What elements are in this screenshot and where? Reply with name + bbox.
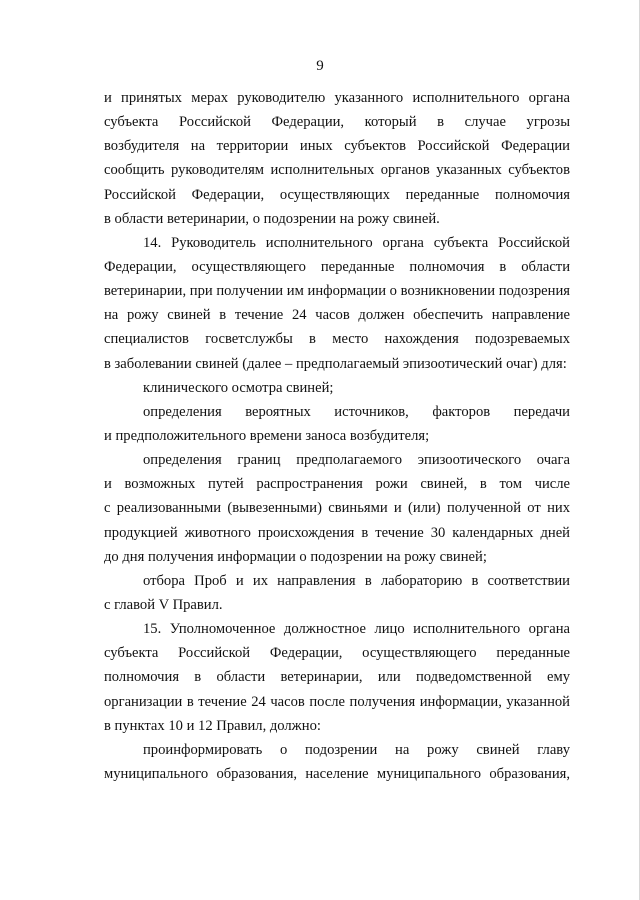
text-line: ветеринарии, при получении им информации о возникновении подозрения xyxy=(104,283,570,300)
text-line: Российской Федерации, осуществляющих переданные полномочия xyxy=(104,186,570,203)
text-line: продукцией животного происхождения в течение 30 календарных дней xyxy=(104,524,570,541)
text-line: возбудителя на территории иных субъектов Российской Федерации xyxy=(104,138,570,155)
text-line: в заболевании свиней (далее – предполагаемый эпизоотический очаг) для: xyxy=(104,355,567,372)
text-line: субъекта Российской Федерации, который в случае угрозы xyxy=(104,114,570,131)
text-line: на рожу свиней в течение 24 часов должен обеспечить направление xyxy=(104,307,570,324)
text-line: муниципального образования, население муниципального образования, xyxy=(104,765,570,782)
document-body xyxy=(104,86,570,786)
text-line: и предположительного времени заноса возбудителя; xyxy=(104,427,430,444)
list-item: клинического осмотра свиней; xyxy=(143,379,334,396)
list-item: определения вероятных источников, факторов передачи xyxy=(143,403,570,420)
text-line: специалистов госветслужбы в место нахождения подозреваемых xyxy=(104,331,570,348)
text-line: в пунктах 10 и 12 Правил, должно: xyxy=(104,717,321,734)
text-line: и принятых мерах руководителю указанного исполнительного органа xyxy=(104,90,570,106)
text-line: Федерации, осуществляющего переданные полномочия в области xyxy=(104,258,570,275)
text-line: и возможных путей распространения рожи свиней, в том числе xyxy=(104,476,570,493)
text-line: полномочия в области ветеринарии, или подведомственной ему xyxy=(104,669,570,686)
text-line: до дня получения информации о подозрении на рожу свиней; xyxy=(104,548,487,565)
list-item: определения границ предполагаемого эпизоотического очага xyxy=(143,452,570,469)
text-line: субъекта Российской Федерации, осуществляющего переданные xyxy=(104,645,570,662)
text-line: в области ветеринарии, о подозрении на рожу свиней. xyxy=(104,210,440,227)
text-line: с реализованными (вывезенными) свиньями и (или) полученной от них xyxy=(104,500,570,517)
text-line: сообщить руководителям исполнительных органов указанных субъектов xyxy=(104,162,570,179)
paragraph-14-start: 14. Руководитель исполнительного органа субъекта Российской xyxy=(143,234,570,251)
text-line: организации в течение 24 часов после получения информации, указанной xyxy=(104,693,570,710)
text-line: с главой V Правил. xyxy=(104,596,223,613)
list-item: отбора Проб и их направления в лабораторию в соответствии xyxy=(143,572,570,589)
paragraph-15-start: 15. Уполномоченное должностное лицо исполнительного органа xyxy=(143,621,570,638)
list-item: проинформировать о подозрении на рожу свиней главу xyxy=(143,741,570,758)
page-number: 9 xyxy=(316,58,324,74)
